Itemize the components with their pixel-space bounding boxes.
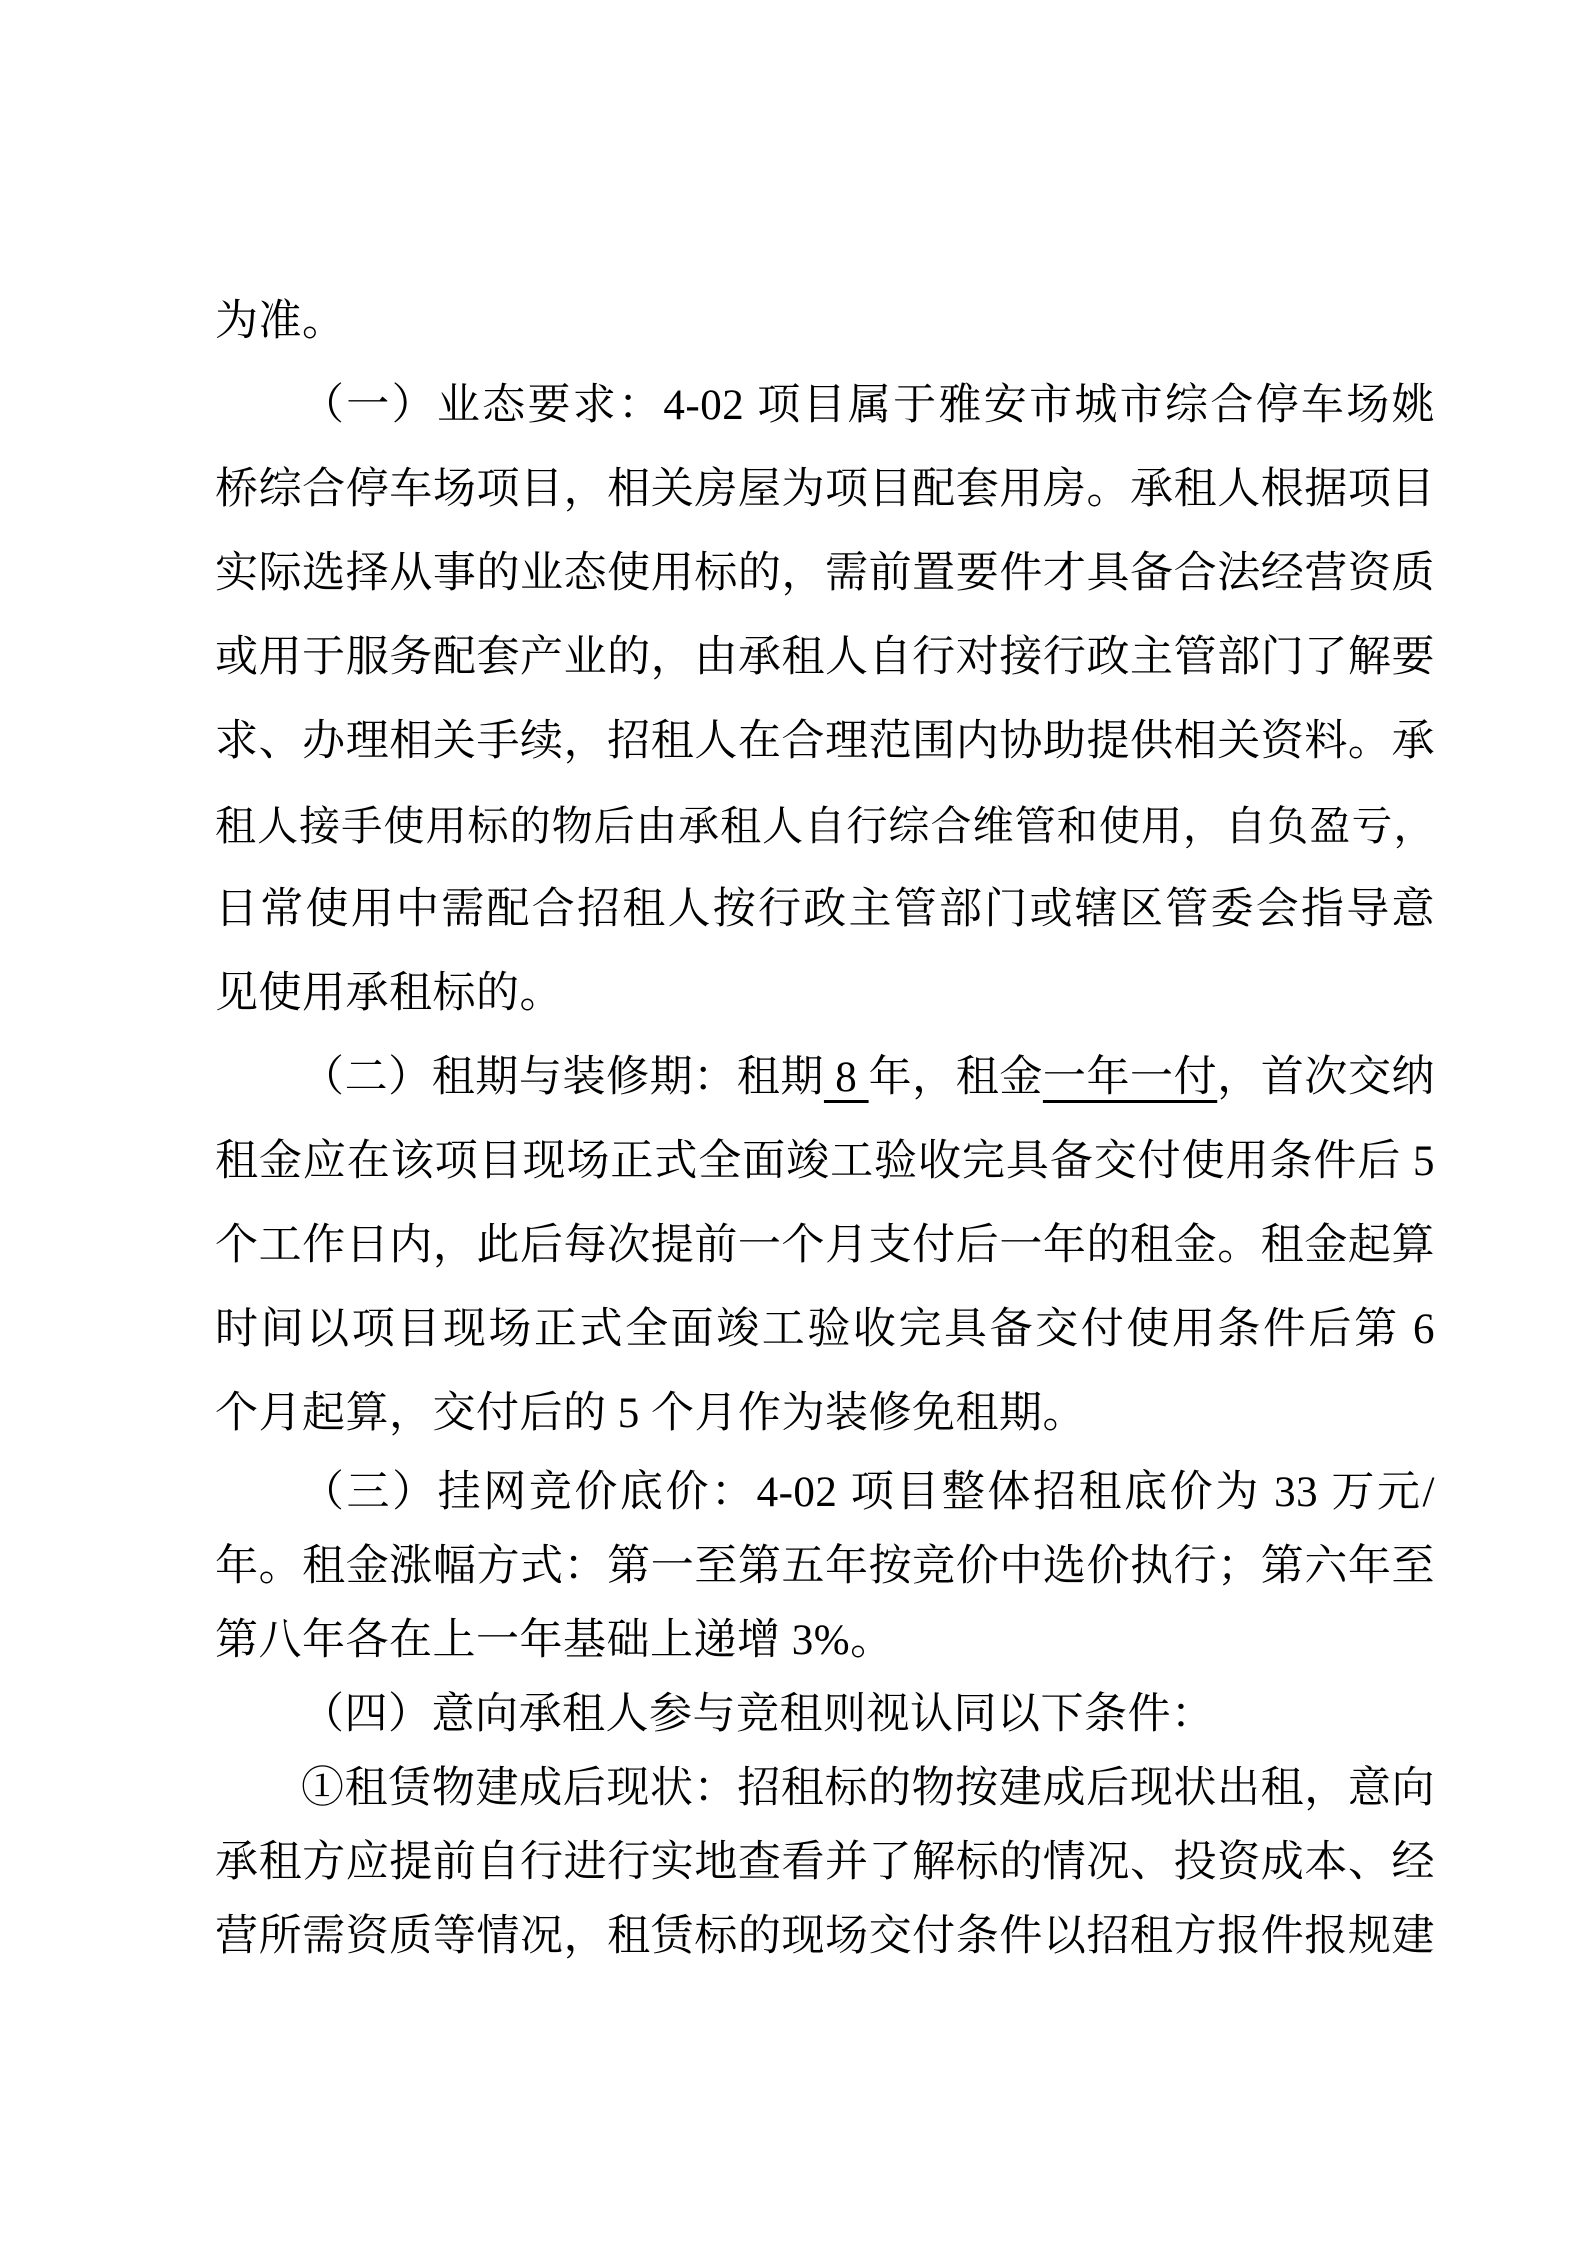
document-body — [215, 280, 1435, 1974]
text-line — [215, 1826, 1435, 1900]
underlined-text: 8 — [823, 1054, 869, 1101]
text-run: （四）意向承租人参与竞租则视认同以下条件： — [301, 1691, 1215, 1738]
text-run: 第八年各在上一年基础上递增 3%。 — [215, 1617, 894, 1664]
text-line — [215, 1036, 1435, 1120]
section-base-price-and-conditions — [215, 1456, 1435, 1974]
text-run: （三）挂网竞价底价：4-02 项目整体招租底价为 33 万元/ — [301, 1469, 1435, 1516]
text-line — [215, 1752, 1435, 1826]
text-line — [215, 1120, 1435, 1204]
text-line — [215, 364, 1435, 448]
text-line — [215, 1456, 1435, 1530]
section-business-and-lease-terms — [215, 280, 1435, 1456]
text-line — [215, 1530, 1435, 1604]
text-line — [215, 1288, 1435, 1372]
text-run: 年。租金涨幅方式：第一至第五年按竞价中选价执行；第六年至 — [215, 1543, 1435, 1590]
text-line — [215, 784, 1435, 868]
text-line — [215, 532, 1435, 616]
text-run: 求、办理相关手续，招租人在合理范围内协助提供相关资料。承 — [215, 718, 1435, 765]
text-run: 个月起算，交付后的 5 个月作为装修免租期。 — [215, 1390, 1086, 1437]
text-line — [215, 700, 1435, 784]
text-line — [215, 1604, 1435, 1678]
text-run: ，首次交纳 — [1217, 1054, 1436, 1101]
text-run: 日常使用中需配合招租人按行政主管部门或辖区管委会指导意 — [215, 886, 1435, 933]
text-run: ①租赁物建成后现状：招租标的物按建成后现状出租，意向 — [301, 1765, 1435, 1812]
text-line — [215, 952, 1435, 1036]
text-run: （一）业态要求：4-02 项目属于雅安市城市综合停车场姚 — [301, 382, 1435, 429]
text-line — [215, 1372, 1435, 1456]
text-run: 或用于服务配套产业的，由承租人自行对接行政主管部门了解要 — [215, 634, 1435, 681]
text-run: （二）租期与装修期：租期 — [301, 1054, 824, 1101]
text-line — [215, 1678, 1435, 1752]
text-line — [215, 616, 1435, 700]
text-run: 个工作日内，此后每次提前一个月支付后一年的租金。租金起算 — [215, 1222, 1435, 1269]
text-run: 营所需资质等情况，租赁标的现场交付条件以招租方报件报规建 — [215, 1913, 1435, 1960]
text-run: 年，租金 — [868, 1054, 1043, 1101]
text-run: 时间以项目现场正式全面竣工验收完具备交付使用条件后第 6 — [215, 1306, 1435, 1353]
text-run: 租人接手使用标的物后由承租人自行综合维管和使用，自负盈亏， — [215, 803, 1435, 849]
text-line — [215, 1900, 1435, 1974]
text-run: 实际选择从事的业态使用标的，需前置要件才具备合法经营资质 — [215, 550, 1435, 597]
text-line — [215, 1204, 1435, 1288]
text-run: 见使用承租标的。 — [215, 970, 563, 1017]
text-run: 承租方应提前自行进行实地查看并了解标的情况、投资成本、经 — [215, 1839, 1435, 1886]
text-run: 租金应在该项目现场正式全面竣工验收完具备交付使用条件后 5 — [215, 1138, 1435, 1185]
text-run: 桥综合停车场项目，相关房屋为项目配套用房。承租人根据项目 — [215, 466, 1435, 513]
text-line — [215, 280, 1435, 364]
underlined-text: 一年一付 — [1042, 1054, 1218, 1101]
text-line — [215, 868, 1435, 952]
text-run: 为准。 — [215, 298, 346, 345]
text-line — [215, 448, 1435, 532]
